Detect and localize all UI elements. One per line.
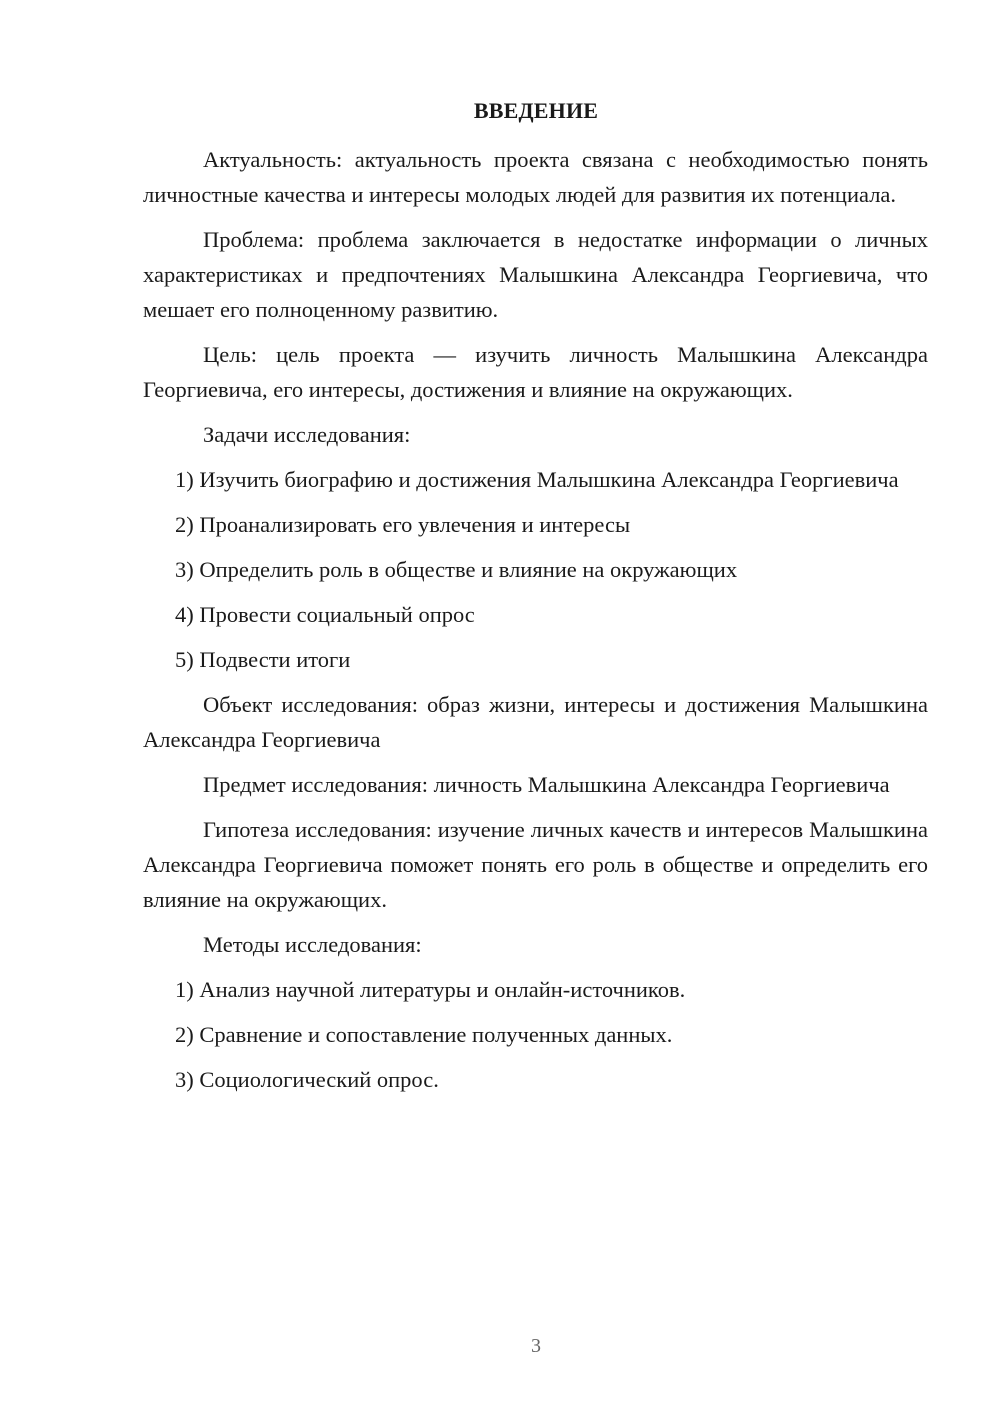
page-title: ВВЕДЕНИЕ: [473, 98, 599, 123]
method-item: 2) Сравнение и сопоставление полученных данных.: [175, 1022, 673, 1047]
object-paragraph: Объект исследования: образ жизни, интересы и достижения Малышкина Александра Георгиевича: [143, 692, 928, 752]
document-body: [143, 142, 928, 1107]
task-item: 3) Определить роль в обществе и влияние на окружающих: [175, 557, 738, 582]
methods-heading: Методы исследования:: [203, 932, 422, 957]
method-item: 3) Социологический опрос.: [175, 1067, 439, 1092]
task-item: 4) Провести социальный опрос: [175, 602, 475, 627]
page-number: 3: [531, 1335, 541, 1357]
problem-paragraph: Проблема: проблема заключается в недостатке информации о личных характеристиках и предпочтениях Малышкина Александра Георгиевича, что мешает его полноценному развитию.: [143, 227, 928, 322]
hypothesis-paragraph: Гипотеза исследования: изучение личных качеств и интересов Малышкина Александра Георгиевича поможет понять его роль в обществе и определить его влияние на окружающих.: [143, 817, 928, 912]
task-item: 5) Подвести итоги: [175, 647, 351, 672]
goal-paragraph: Цель: цель проекта — изучить личность Малышкина Александра Георгиевича, его интересы, достижения и влияние на окружающих.: [143, 342, 928, 402]
task-item: 1) Изучить биографию и достижения Малышкина Александра Георгиевича: [175, 467, 899, 492]
task-item: 2) Проанализировать его увлечения и интересы: [175, 512, 631, 537]
method-item: 1) Анализ научной литературы и онлайн-источников.: [175, 977, 686, 1002]
relevance-paragraph: Актуальность: актуальность проекта связана с необходимостью понять личностные качества и интересы молодых людей для развития их потенциала.: [143, 147, 928, 207]
subject-paragraph: Предмет исследования: личность Малышкина Александра Георгиевича: [203, 772, 890, 797]
tasks-heading: Задачи исследования:: [203, 422, 411, 447]
